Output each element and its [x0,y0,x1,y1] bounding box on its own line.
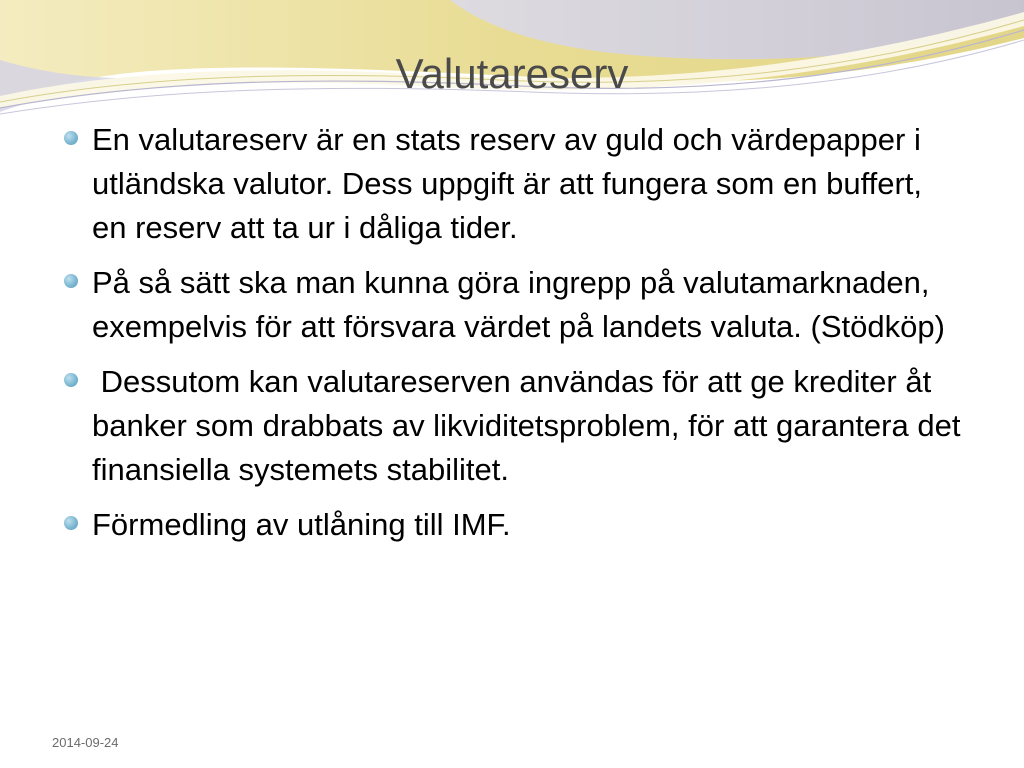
bullet-text: På så sätt ska man kunna göra ingrepp på valutamarknaden, exempelvis för att försvara värdet på landets valuta. (Stödköp) [92,265,945,344]
slide-title: Valutareserv [395,50,629,97]
bullet-dot-icon [64,516,78,530]
bullet-dot-icon [64,373,78,387]
bullet-item [62,503,962,547]
bullet-text: Förmedling av utlåning till IMF. [92,507,511,542]
bullet-text: Dessutom kan valutareserven användas för att ge krediter åt banker som drabbats av likviditetsproblem, för att garantera det finansiella systemets stabilitet. [92,364,970,487]
bullet-dot-icon [64,274,78,288]
footer-date: 2014-09-24 [52,735,119,750]
bullet-item [62,360,970,492]
bullet-dot-icon [64,131,78,145]
bullet-text: En valutareserv är en stats reserv av guld och värdepapper i utländska valutor. Dess uppgift är att fungera som en buffert, en reserv att ta ur i dåliga tider. [92,122,923,245]
bullet-item [62,261,962,349]
bullet-item [62,118,962,250]
bullet-list [62,118,970,558]
